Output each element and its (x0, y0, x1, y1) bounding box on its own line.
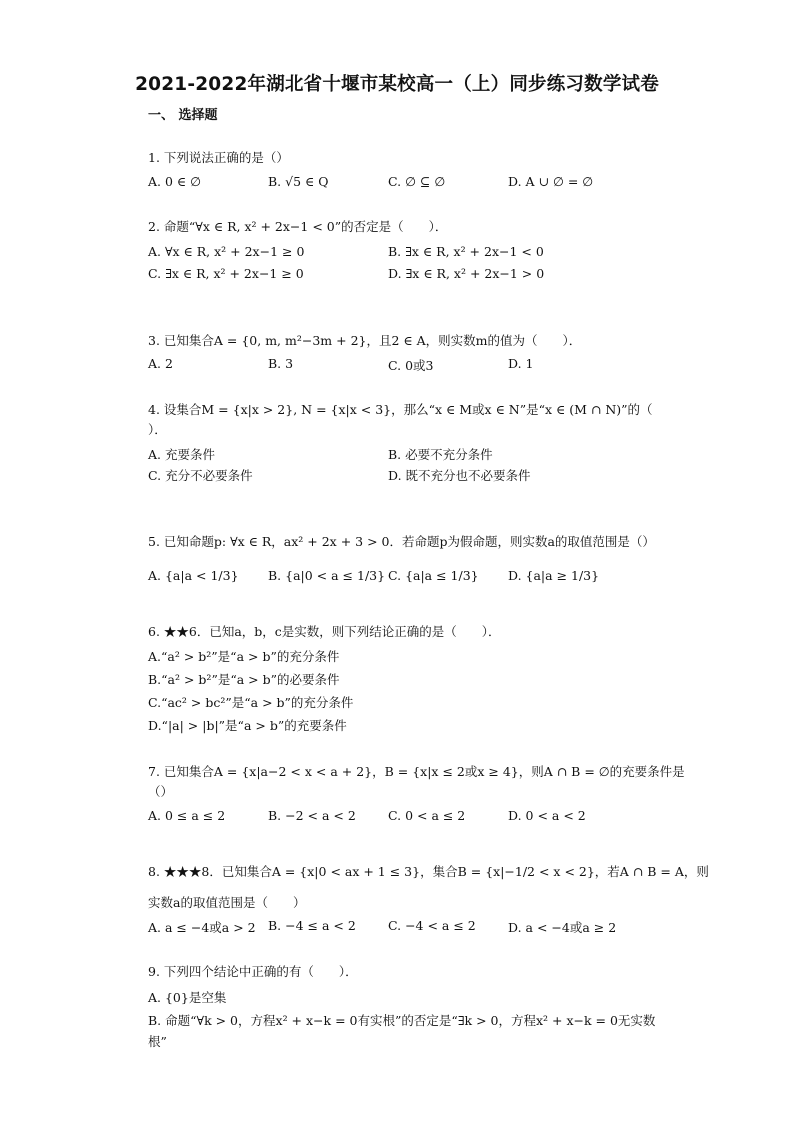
question-7-option-a: A. 0 ≤ a ≤ 2 (148, 808, 226, 823)
page-title: 2021-2022年湖北省十堰市某校高一（上）同步练习数学试卷 (135, 74, 659, 95)
question-9-option-a: A. {0}是空集 (148, 990, 227, 1005)
question-4-stem-line-2: ）． (148, 422, 167, 437)
question-1-option-a: A. 0 ∈ ∅ (148, 174, 202, 189)
question-4-option-a: A. 充要条件 (148, 447, 215, 462)
question-8-option-d: D. a < −4或a ≥ 2 (508, 920, 617, 935)
question-2-option-d: D. ∃x ∈ R, x² + 2x−1 > 0 (388, 266, 545, 281)
question-4-option-c: C. 充分不必要条件 (148, 468, 253, 483)
question-1-option-b: B. √5 ∈ Q (268, 174, 329, 189)
question-3-stem: 3. 已知集合A = {0, m, m²−3m + 2}，且2 ∈ A，则实数m的值为（ ）． (148, 333, 582, 348)
question-7-stem-line-2: （） (148, 784, 174, 799)
question-7-option-b: B. −2 < a < 2 (268, 808, 356, 823)
question-8-option-c: C. −4 < a ≤ 2 (388, 918, 476, 933)
question-6-option-c: C.“ac² > bc²”是“a > b”的充分条件 (148, 695, 354, 710)
question-5-option-a: A. {a|a < 1/3} (148, 568, 239, 583)
question-6-option-a: A.“a² > b²”是“a > b”的充分条件 (148, 649, 340, 664)
question-6-stem: 6. ★★6．已知a，b，c是实数，则下列结论正确的是（ ）． (148, 624, 501, 639)
question-8-option-a: A. a ≤ −4或a > 2 (148, 920, 256, 935)
question-9-option-b: B. 命题“∀k > 0，方程x² + x−k = 0有实根”的否定是“∃k > 0，方程x² + x−k = 0无实数 (148, 1013, 656, 1028)
question-7-option-c: C. 0 < a ≤ 2 (388, 808, 466, 823)
question-7-option-d: D. 0 < a < 2 (508, 808, 586, 823)
question-8-stem-line-2: 实数a的取值范围是（ ） (148, 895, 306, 910)
question-9-option-b-continued: 根” (148, 1034, 167, 1049)
section-heading: 一、 选择题 (148, 108, 218, 123)
question-4-stem-line-1: 4. 设集合M = {x|x > 2}, N = {x|x < 3}，那么“x ∈ M或x ∈ N”是“x ∈ (M ∩ N)”的（ (148, 402, 653, 417)
question-3-option-d: D. 1 (508, 356, 534, 371)
question-5-option-b: B. {a|0 < a ≤ 1/3} (268, 568, 386, 583)
question-1-option-c: C. ∅ ⊆ ∅ (388, 174, 446, 189)
question-6-option-b: B.“a² > b²”是“a > b”的必要条件 (148, 672, 340, 687)
question-6-option-d: D.“|a| > |b|”是“a > b”的充要条件 (148, 718, 347, 733)
question-7-stem-line-1: 7. 已知集合A = {x|a−2 < x < a + 2}，B = {x|x ≤ 2或x ≥ 4}，则A ∩ B = ∅的充要条件是 (148, 764, 685, 779)
question-1-stem: 1. 下列说法正确的是（） (148, 150, 289, 165)
question-8-stem-line-1: 8. ★★★8．已知集合A = {x|0 < ax + 1 ≤ 3}，集合B = {x|−1/2 < x < 2}，若A ∩ B = A，则 (148, 864, 709, 879)
question-2-option-c: C. ∃x ∈ R, x² + 2x−1 ≥ 0 (148, 266, 304, 281)
question-4-option-b: B. 必要不充分条件 (388, 447, 493, 462)
question-2-option-a: A. ∀x ∈ R, x² + 2x−1 ≥ 0 (148, 244, 305, 259)
question-3-option-a: A. 2 (148, 356, 173, 371)
question-3-option-c: C. 0或3 (388, 358, 434, 373)
question-2-option-b: B. ∃x ∈ R, x² + 2x−1 < 0 (388, 244, 544, 259)
question-5-option-d: D. {a|a ≥ 1/3} (508, 568, 600, 583)
question-5-stem: 5. 已知命题p: ∀x ∈ R，ax² + 2x + 3 > 0．若命题p为假命题，则实数a的取值范围是（） (148, 534, 655, 549)
question-3-option-b: B. 3 (268, 356, 294, 371)
question-2-stem: 2. 命题“∀x ∈ R, x² + 2x−1 < 0”的否定是（ ）． (148, 219, 448, 234)
question-8-option-b: B. −4 ≤ a < 2 (268, 918, 356, 933)
question-4-option-d: D. 既不充分也不必要条件 (388, 468, 531, 483)
question-9-stem: 9. 下列四个结论中正确的有（ ）． (148, 964, 358, 979)
question-1-option-d: D. A ∪ ∅ = ∅ (508, 174, 594, 189)
question-5-option-c: C. {a|a ≤ 1/3} (388, 568, 479, 583)
